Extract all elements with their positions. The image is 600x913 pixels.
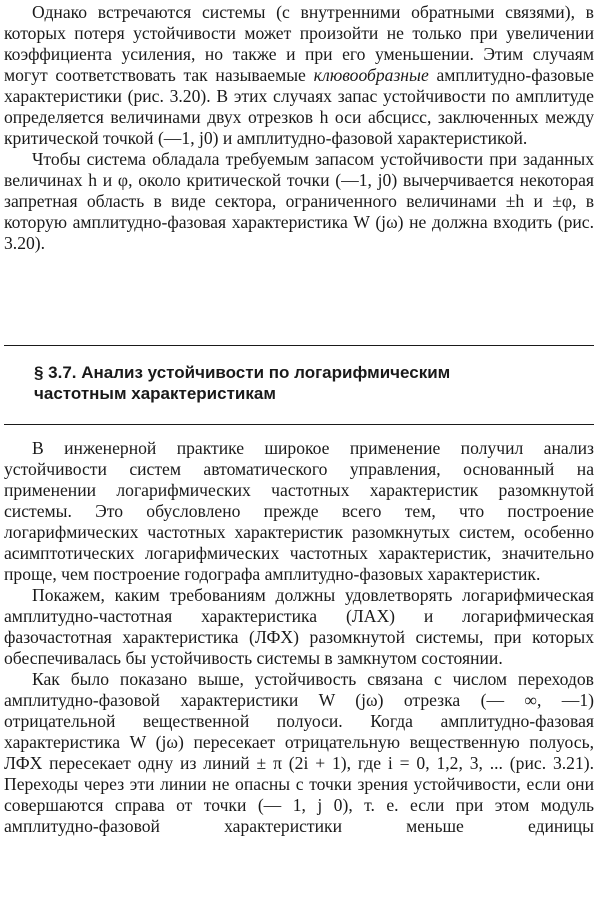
- heading-rule-bottom: [4, 424, 594, 425]
- heading-rule-top: [4, 345, 594, 346]
- paragraph-text: Однако встречаются системы (с внутренними обратными связями), в которых потеря устойчивости может произойти не только при увеличении коэффициента усиления, но также и при его уменьшении. Этим случаям могут соответствовать так называемые: [4, 2, 594, 85]
- paragraph-engineering-practice: В инженерной практике широкое применение получил анализ устойчивости систем автоматического управления, основанный на применении логарифмических частотных характеристик разомкнутой системы. Это обусловлено прежде всего тем, что построение логарифмических частотных характеристик разомкнутых систем, особенно асимптотических логарифмических частотных характеристик, значительно проще, чем построение годографа амплитудно-фазовых характеристик.: [4, 438, 594, 584]
- paragraph-text: амплитудно-фазовые характеристики (рис. 3.20). В этих случаях запас устойчивости по амплитуде определяется величинами двух отрезков h оси абсцисс, заключенных между критической точкой (—1, j0) и амплитудно-фазовой характеристикой.: [4, 65, 594, 148]
- section-heading: [34, 362, 594, 404]
- paragraph-crossings: Как было показано выше, устойчивость связана с числом переходов амплитудно-фазовой характеристики W (jω) отрезка (— ∞, —1) отрицательной вещественной полуоси. Когда амплитудно-фазовая характеристика W (jω) пересекает отрицательную вещественную полуось, ЛФХ пересекает одну из линий ± π (2i + 1), где i = 0, 1,2, 3, ... (рис. 3.21). Переходы через эти линии не опасны с точки зрения устойчивости, если они совершаются справа от точки (— 1, j 0), т. е. если при этом модуль амплитудно-фазовой характеристики меньше единицы: [4, 669, 594, 836]
- section-heading-line-2: частотным характеристикам: [34, 384, 276, 403]
- paragraph-beak-shaped-characteristics: [4, 2, 594, 149]
- text-block-top: [4, 2, 594, 254]
- section-heading-line-1: § 3.7. Анализ устойчивости по логарифмическим: [34, 363, 451, 382]
- text-block-bottom: [4, 438, 594, 837]
- paragraph-forbidden-region: Чтобы система обладала требуемым запасом устойчивости при заданных величинах h и φ, около критической точки (—1, j0) вычерчивается некоторая запретная область в виде сектора, ограниченного величинами ±h и ±φ, в которую амплитудно-фазовая характеристика W (jω) не должна входить (рис. 3.20).: [4, 149, 594, 253]
- emphasized-term: клювообразные: [313, 65, 429, 85]
- paragraph-requirements: Покажем, каким требованиям должны удовлетворять логарифмическая амплитудно-частотная характеристика (ЛАХ) и логарифмическая фазочастотная характеристика (ЛФХ) разомкнутой системы, при которых обеспечивалась бы устойчивость системы в замкнутом состоянии.: [4, 585, 594, 668]
